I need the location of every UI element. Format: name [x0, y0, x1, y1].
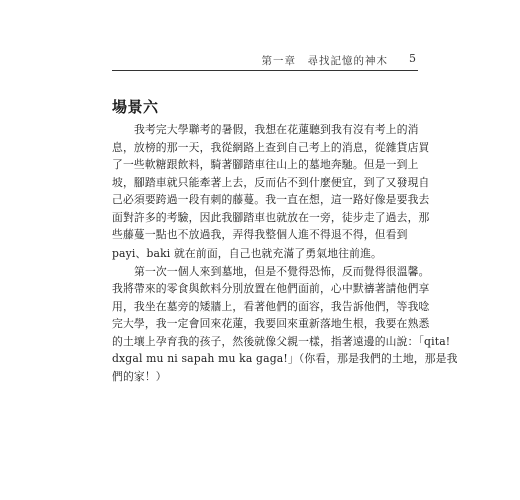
text-line: 面對許多的考驗，因此我腳踏車也就放在一旁，徒步走了過去，那 [112, 210, 430, 224]
text-line: 我考完大學聯考的暑假，我想在花蓮聽到我有沒有考上的消 [134, 123, 419, 136]
text-line: 息，放榜的那一天，我從網路上查到自己考上的消息，從雜貨店買 [112, 140, 430, 154]
text-line: 些藤蔓一點也不放過我，弄得我整個人進不得退不得，但看到 [112, 228, 408, 241]
text-line: 的土壤上孕育我的孩子，然後就像父親一樣，指著遠邊的山說：「qita! [112, 334, 451, 348]
text-line: 完大學，我一定會回來花蓮，我要回來重新落地生根，我要在熟悉 [112, 317, 430, 330]
page-number: 5 [409, 52, 416, 65]
paragraph-1 [112, 121, 430, 244]
text-line: dxgal mu ni sapah mu ka gaga!」（你看，那是我們的土地，那是我 [112, 352, 458, 365]
text-line: 己必須要跨過一段有刺的藤蔓。我一直在想，這一路好像是要我去 [112, 193, 430, 206]
chapter-title: 第一章 尋找記憶的神木 [261, 55, 388, 67]
text-line: 第一次一個人來到墓地，但是不覺得恐怖，反而覺得很溫馨。 [134, 264, 430, 278]
text-line: 我將帶來的零食與飲料分別放置在他們面前，心中默禱著請他們享 [112, 282, 430, 295]
text-line: 了一些軟糖跟飲料，騎著腳踏車往山上的墓地奔馳。但是一到上 [112, 158, 419, 171]
text-line: 坡，腳踏車就只能牽著上去，反而佔不到什麼便宜，到了又發現自 [112, 175, 430, 189]
running-header [112, 52, 418, 71]
section-heading: 場景六 [112, 98, 159, 116]
text-line: 們的家！） [112, 369, 167, 383]
text-line: 用，我坐在墓旁的矮牆上，看著他們的面容，我告訴他們，等我唸 [112, 299, 430, 313]
paragraph-2 [112, 245, 458, 385]
text-line: payi、baki 就在前面，自己也就充滿了勇氣地往前進。 [112, 247, 382, 260]
